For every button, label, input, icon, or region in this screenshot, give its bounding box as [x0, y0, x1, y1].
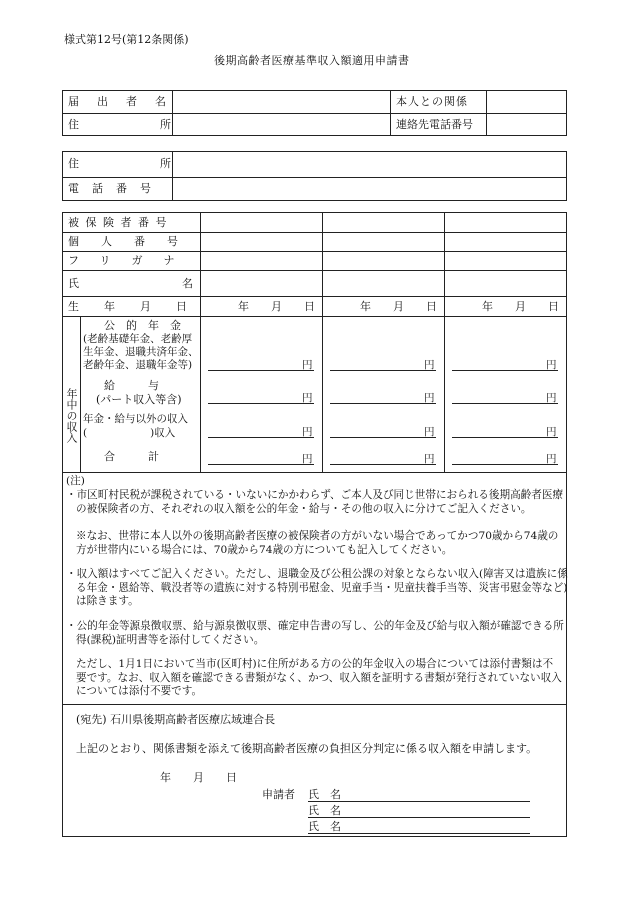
page-title: 後期高齢者医療基準収入額適用申請書 [214, 54, 410, 67]
applicant-address-label-left: 住 [68, 118, 79, 131]
household-phone-label: 電話番号 [68, 182, 164, 195]
pension-yen-1: 円 [302, 359, 313, 371]
note-item-3: ・収入額はすべてご記入ください。ただし、退職金及び公租公課の対象とならない収入(障害又は遺族に係る年金・恩給等、戦没者等の遺族に対する特別弔慰金、児童手当・児童扶養手当等、災害弔慰金等など)は除きます。 [66, 568, 568, 607]
salary-yen-3: 円 [546, 392, 557, 404]
notes-header: (注) [66, 475, 85, 487]
relation-label: 本人との関係 [396, 95, 468, 108]
furigana-field-1[interactable] [202, 253, 320, 269]
addressee: (宛先) 石川県後期高齢者医療広域連合長 [76, 713, 276, 726]
name-field-1[interactable] [202, 272, 320, 295]
name-label-right: 名 [182, 277, 193, 290]
pension-detail-3: 老齢年金、退職年金等) [83, 359, 193, 371]
note-item-4: ・公的年金等源泉徴収票、給与源泉徴収票、確定申告書の写し、公的年金及び給与収入額が確認できる所得(課税)証明書等を添付してください。 [66, 620, 564, 646]
other-income-detail: ( )収入 [83, 427, 176, 439]
applicant-name-field[interactable] [174, 92, 388, 112]
name-label-left: 氏 [68, 277, 79, 290]
birthdate-field-3[interactable]: 年 月 日 [482, 300, 559, 313]
insured-number-label: 被保険者番号 [68, 216, 173, 229]
income-section-label: 年中の収入 [65, 388, 78, 443]
other-amount-3[interactable] [452, 423, 544, 437]
household-phone-field[interactable] [174, 179, 564, 199]
salary-detail: (パート収入等含) [96, 393, 182, 406]
pension-yen-2: 円 [424, 359, 435, 371]
household-address-label-left: 住 [68, 157, 79, 170]
applicant-label: 申請者 [262, 788, 295, 801]
other-income-title: 年金・給与以外の収入 [83, 413, 188, 425]
contact-phone-label: 連絡先電話番号 [396, 118, 473, 131]
birthdate-field-2[interactable]: 年 月 日 [360, 300, 437, 313]
salary-title: 給 与 [104, 379, 159, 392]
applicant-signature-3[interactable] [348, 818, 530, 833]
contact-phone-field[interactable] [488, 115, 564, 134]
salary-amount-2[interactable] [330, 389, 422, 403]
personal-number-label: 個人番号 [68, 235, 200, 248]
personal-number-field-2[interactable] [324, 234, 442, 250]
declaration-date[interactable]: 年 月 日 [160, 771, 237, 784]
applicant-signature-2[interactable] [348, 802, 530, 817]
furigana-label: フリガナ [68, 254, 196, 267]
note-item-2: ※なお、世帯に本人以外の後期高齢者医療の被保険者の方がいない場合であってかつ70歳から74歳の方が世帯内にいる場合には、70歳から74歳の方についても記入してください。 [76, 530, 559, 556]
applicant-name-label-3: 氏 名 [308, 820, 341, 833]
household-address-label-right: 所 [160, 157, 171, 170]
relation-field[interactable] [488, 92, 564, 112]
salary-amount-1[interactable] [208, 389, 300, 403]
furigana-field-2[interactable] [324, 253, 442, 269]
birthdate-field-1[interactable]: 年 月 日 [238, 300, 315, 313]
note-item-1: ・市区町村民税が課税されている・いないにかかわらず、ご本人及び同じ世帯におられる後期高齢者医療の被保険者の方、それぞれの収入額を公的年金・給与・その他の収入に分けてご記入ください。 [66, 489, 564, 515]
total-yen-2: 円 [424, 453, 435, 465]
household-address-field[interactable] [174, 153, 564, 176]
pension-amount-1[interactable] [208, 356, 300, 370]
insured-number-field-1[interactable] [202, 214, 320, 231]
pension-detail-2: 生年金、退職共済年金、 [83, 346, 199, 358]
furigana-field-3[interactable] [446, 253, 564, 269]
other-yen-1: 円 [302, 426, 313, 438]
total-amount-2[interactable] [330, 450, 422, 464]
other-amount-2[interactable] [330, 423, 422, 437]
applicant-address-label-right: 所 [160, 118, 171, 131]
salary-yen-2: 円 [424, 392, 435, 404]
other-yen-3: 円 [546, 426, 557, 438]
note-item-5: ただし、1月1日において当市(区町村)に住所がある方の公的年金収入の場合については添付書類は不要です。なお、収入額を確認できる書類がなく、かつ、収入額を証明する書類が発行されていない収入については添付不要です。 [76, 658, 562, 697]
salary-yen-1: 円 [302, 392, 313, 404]
pension-detail-1: (老齢基礎年金、老齢厚 [83, 333, 193, 345]
total-label: 合 計 [104, 450, 159, 463]
total-amount-1[interactable] [208, 450, 300, 464]
applicant-name-label-2: 氏 名 [308, 804, 341, 817]
salary-amount-3[interactable] [452, 389, 544, 403]
form-number: 様式第12号(第12条関係) [64, 33, 189, 46]
birthdate-label: 生年月日 [68, 300, 212, 313]
name-field-3[interactable] [446, 272, 564, 295]
total-amount-3[interactable] [452, 450, 544, 464]
pension-amount-2[interactable] [330, 356, 422, 370]
personal-number-field-1[interactable] [202, 234, 320, 250]
pension-title: 公 的 年 金 [104, 319, 181, 332]
applicant-name-label-1: 氏 名 [308, 788, 341, 801]
personal-number-field-3[interactable] [446, 234, 564, 250]
total-yen-3: 円 [546, 453, 557, 465]
pension-yen-3: 円 [546, 359, 557, 371]
applicant-address-field[interactable] [174, 115, 388, 134]
applicant-name-label: 届出者名 [68, 95, 184, 108]
applicant-signature-1[interactable] [348, 786, 530, 801]
other-amount-1[interactable] [208, 423, 300, 437]
declaration-statement: 上記のとおり、関係書類を添えて後期高齢者医療の負担区分判定に係る収入額を申請します。 [76, 742, 538, 755]
name-field-2[interactable] [324, 272, 442, 295]
insured-number-field-2[interactable] [324, 214, 442, 231]
other-yen-2: 円 [424, 426, 435, 438]
insured-number-field-3[interactable] [446, 214, 564, 231]
pension-amount-3[interactable] [452, 356, 544, 370]
total-yen-1: 円 [302, 453, 313, 465]
